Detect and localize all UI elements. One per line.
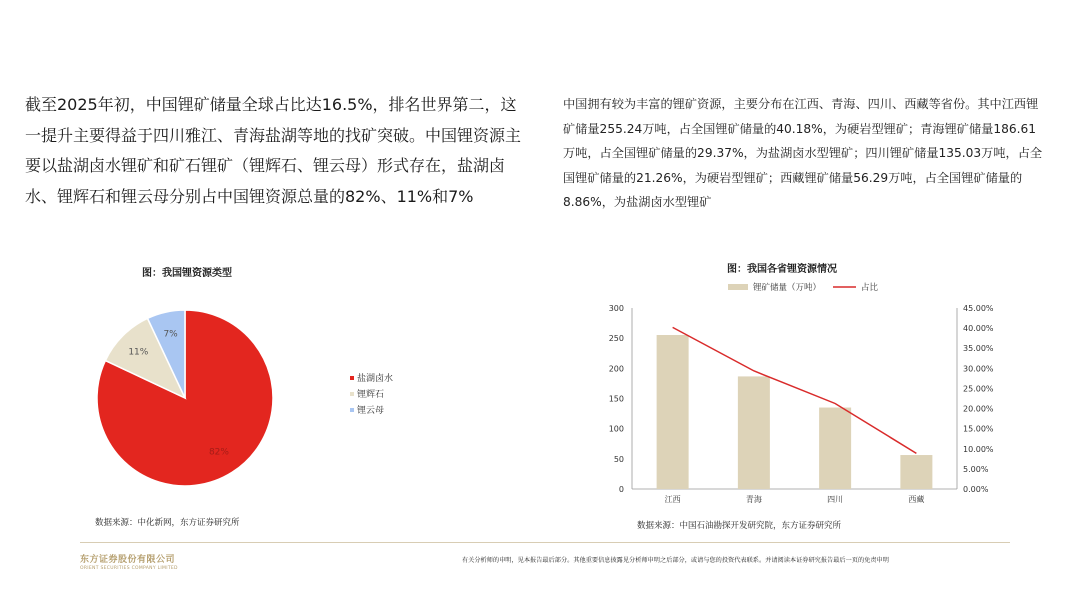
footer-disclaimer: 有关分析师的申明，见本报告最后部分。其他重要信息披露见分析师申明之后部分，或请与您的投资代表联系。并请阅读本证券研究报告最后一页的免责申明 <box>462 557 889 564</box>
legend-swatch-bar <box>728 284 748 290</box>
x-tick-label: 四川 <box>827 495 844 503</box>
y-tick-label-right: 10.00% <box>963 444 994 454</box>
y-tick-label-right: 20.00% <box>963 404 994 414</box>
pie-legend-swatch-3 <box>350 408 354 412</box>
y-tick-label-left: 300 <box>608 304 624 313</box>
bar-1 <box>657 335 689 489</box>
y-tick-label-right: 0.00% <box>963 485 989 494</box>
pie-label-2: 11% <box>128 347 149 358</box>
y-tick-label-right: 15.00% <box>963 424 994 434</box>
pie-chart-title: 图：我国锂资源类型 <box>142 268 232 279</box>
logo-chinese: 东方证券股份有限公司 <box>80 555 176 565</box>
y-tick-label-right: 35.00% <box>963 344 994 354</box>
bar-line-chart <box>590 278 1020 503</box>
right-paragraph: 中国拥有较为丰富的锂矿资源，主要分布在江西、青海、四川、西藏等省份。其中江西锂矿储量255.24万吨，占全国锂矿储量的40.18%，为硬岩型锂矿；青海锂矿储量186.61万吨，占全国锂矿储量的29.37%，为盐湖卤水型锂矿；四川锂矿储量135.03万吨，占全国锂矿储量的21.26%，为硬岩型锂矿；西藏锂矿储量56.29万吨，占全国锂矿储量的8.86%，为盐湖卤水型锂矿 <box>563 97 1043 209</box>
logo-english: ORIENT SECURITIES COMPANY LIMITED <box>80 566 178 571</box>
x-tick-label: 西藏 <box>908 495 925 503</box>
pie-legend-label-1: 盐湖卤水 <box>357 374 394 384</box>
x-tick-label: 江西 <box>664 495 681 503</box>
y-tick-label-right: 25.00% <box>963 384 994 394</box>
y-tick-label-left: 200 <box>608 364 624 374</box>
bar-chart-title: 图：我国各省锂资源情况 <box>727 264 837 275</box>
legend-label-line: 占比 <box>861 283 879 293</box>
y-tick-label-right: 45.00% <box>963 304 994 313</box>
pie-chart-source: 数据来源：中化新网，东方证券研究所 <box>95 518 240 528</box>
y-tick-label-left: 0 <box>618 485 624 494</box>
y-tick-label-right: 40.00% <box>963 324 994 334</box>
pie-legend-label-3: 锂云母 <box>357 406 385 416</box>
y-tick-label-right: 5.00% <box>963 464 989 474</box>
y-tick-label-left: 50 <box>613 454 624 464</box>
y-tick-label-left: 150 <box>608 394 624 404</box>
pie-legend-label-2: 锂辉石 <box>357 390 385 400</box>
legend-label-bar: 锂矿储量（万吨） <box>753 283 822 293</box>
left-paragraph: 截至2025年初，中国锂矿储量全球占比达16.5%，排名世界第二，这一提升主要得益于四川雅江、青海盐湖等地的找矿突破。中国锂资源主要以盐湖卤水锂矿和矿石锂矿（锂辉石、锂云母）形式存在，盐湖卤水、锂辉石和锂云母分别占中国锂资源总量的82%、11%和7% <box>25 95 522 206</box>
bar-4 <box>900 455 932 489</box>
bar-chart-source: 数据来源：中国石油勘探开发研究院，东方证券研究所 <box>637 521 842 531</box>
y-tick-label-left: 250 <box>608 334 624 344</box>
pie-legend-swatch-1 <box>350 376 354 380</box>
company-logo <box>80 552 178 571</box>
y-tick-label-left: 100 <box>608 424 624 434</box>
footer-divider <box>80 542 1010 543</box>
x-tick-label: 青海 <box>745 495 762 503</box>
pie-legend-swatch-2 <box>350 392 354 396</box>
bar-3 <box>819 408 851 489</box>
pie-label-1: 82% <box>208 447 229 458</box>
pie-chart <box>80 290 540 530</box>
pie-label-3: 7% <box>163 329 178 340</box>
bar-2 <box>738 376 770 489</box>
line-series-share <box>673 327 917 453</box>
y-tick-label-right: 30.00% <box>963 364 994 374</box>
